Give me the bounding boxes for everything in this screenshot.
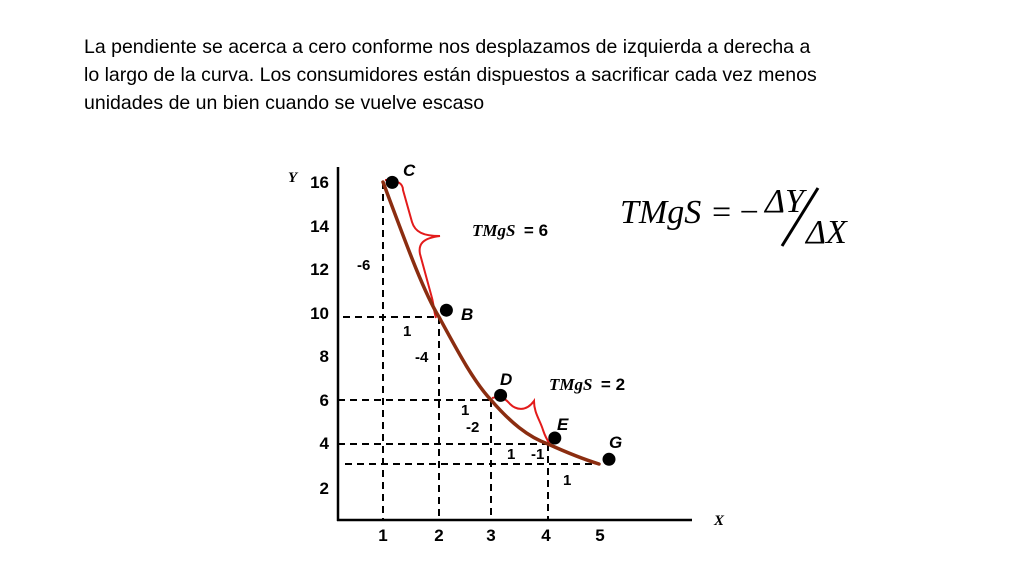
curve-point-c — [386, 176, 399, 189]
step-label-dx: 1 — [403, 323, 412, 340]
x-tick-label: 2 — [434, 526, 444, 545]
y-axis-label: Y — [288, 170, 298, 186]
formula-eq: = − — [712, 194, 759, 231]
point-label-c: C — [403, 161, 416, 180]
y-tick-label: 4 — [319, 434, 329, 453]
x-axis-label: X — [714, 513, 725, 529]
x-tick-label: 1 — [378, 526, 388, 545]
step-label-dy: -1 — [531, 446, 545, 463]
brace-c-b — [385, 180, 440, 318]
caption-line-2: lo largo de la curva. Los consumidores están dispuestos a sacrificar cada vez menos — [84, 64, 817, 86]
curve-point-b — [440, 304, 453, 317]
tmgs-name: TMgS — [472, 221, 516, 240]
step-label-dy: -6 — [357, 257, 371, 274]
curve-point-g — [603, 453, 616, 466]
step-label-dx: 1 — [461, 402, 470, 419]
point-label-b: B — [461, 305, 474, 324]
y-tick-label: 14 — [310, 217, 329, 236]
y-tick-label: 16 — [310, 173, 329, 192]
formula-denominator: ΔX — [806, 214, 847, 251]
caption-line-1: La pendiente se acerca a cero conforme nos desplazamos de izquierda a derecha a — [84, 36, 811, 58]
tmgs-value: = 6 — [523, 221, 549, 240]
point-label-d: D — [500, 370, 513, 389]
caption-line-3: unidades de un bien cuando se vuelve escaso — [84, 92, 485, 114]
tmgs-annotation-1 — [472, 221, 548, 240]
step-label-dx: 1 — [563, 472, 572, 489]
x-tick-label: 3 — [486, 526, 496, 545]
y-tick-label: 12 — [310, 260, 329, 279]
curve-point-d — [494, 389, 507, 402]
y-tick-label: 2 — [319, 479, 329, 498]
step-label-dx: 1 — [507, 446, 516, 463]
formula-lhs: TMgS — [620, 194, 702, 231]
tmgs-annotation-2 — [549, 375, 625, 394]
tmgs-value: = 2 — [600, 375, 626, 394]
y-tick-label: 8 — [319, 347, 329, 366]
y-tick-label: 6 — [319, 391, 329, 410]
brace-d-e — [492, 397, 550, 444]
step-label-dy: -2 — [466, 419, 480, 436]
x-tick-label: 5 — [595, 526, 605, 545]
y-tick-label: 10 — [310, 304, 329, 323]
point-label-g: G — [609, 433, 623, 452]
x-tick-label: 4 — [541, 526, 551, 545]
curve-points — [386, 176, 616, 466]
tmgs-name: TMgS — [549, 375, 593, 394]
point-label-e: E — [557, 415, 569, 434]
tmgs-formula — [620, 183, 848, 251]
formula-numerator: ΔY — [765, 183, 804, 220]
step-label-dy: -4 — [415, 349, 429, 366]
